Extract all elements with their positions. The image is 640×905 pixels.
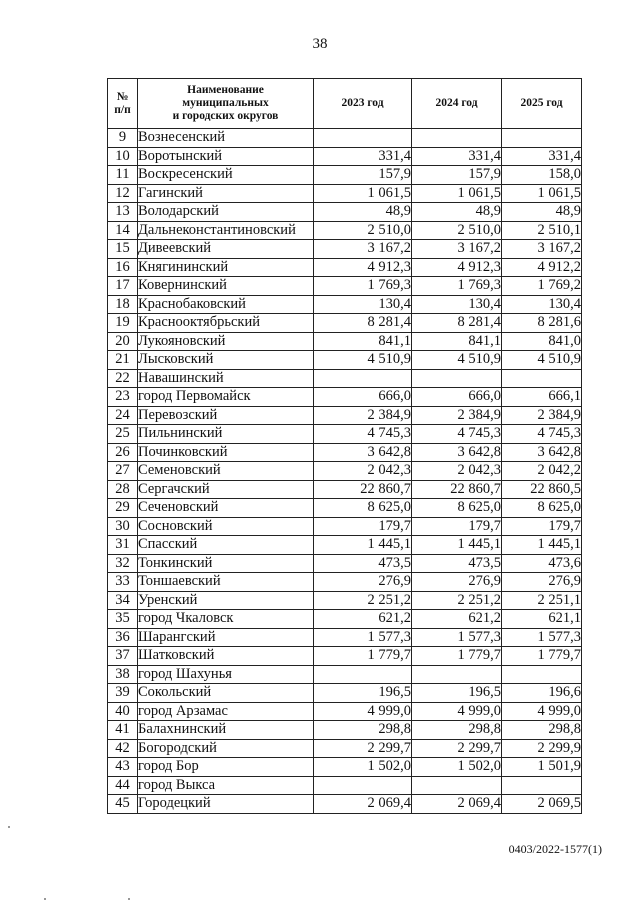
cell-value-2023: 1 061,5 (314, 184, 412, 203)
cell-value-2023: 473,5 (314, 554, 412, 573)
cell-row-number: 34 (108, 591, 138, 610)
cell-value-2025: 2 299,9 (502, 739, 582, 758)
cell-municipality-name: Краснобаковский (138, 295, 314, 314)
cell-municipality-name: Вознесенский (138, 129, 314, 148)
cell-row-number: 24 (108, 406, 138, 425)
cell-value-2024: 1 577,3 (412, 628, 502, 647)
cell-value-2024: 276,9 (412, 573, 502, 592)
cell-value-2024: 157,9 (412, 166, 502, 185)
cell-value-2024: 196,5 (412, 684, 502, 703)
table-row (108, 277, 582, 296)
cell-row-number: 21 (108, 351, 138, 370)
cell-row-number: 16 (108, 258, 138, 277)
cell-value-2023: 841,1 (314, 332, 412, 351)
cell-row-number: 18 (108, 295, 138, 314)
table-row (108, 369, 582, 388)
cell-municipality-name: Лукояновский (138, 332, 314, 351)
cell-value-2025: 3 642,8 (502, 443, 582, 462)
header-row-number (108, 79, 138, 129)
cell-value-2025: 8 625,0 (502, 499, 582, 518)
cell-value-2025: 22 860,5 (502, 480, 582, 499)
cell-municipality-name: Починковский (138, 443, 314, 462)
cell-value-2024: 2 069,4 (412, 795, 502, 814)
cell-row-number: 32 (108, 554, 138, 573)
table-row (108, 739, 582, 758)
cell-value-2024: 4 510,9 (412, 351, 502, 370)
cell-value-2023: 1 769,3 (314, 277, 412, 296)
cell-municipality-name: Воротынский (138, 147, 314, 166)
cell-value-2023 (314, 776, 412, 795)
cell-value-2023: 196,5 (314, 684, 412, 703)
table-row (108, 573, 582, 592)
cell-value-2023: 1 445,1 (314, 536, 412, 555)
table-row (108, 147, 582, 166)
cell-value-2024: 8 281,4 (412, 314, 502, 333)
cell-value-2023: 3 642,8 (314, 443, 412, 462)
cell-value-2025 (502, 369, 582, 388)
cell-row-number: 33 (108, 573, 138, 592)
cell-municipality-name: Семеновский (138, 462, 314, 481)
scan-speck (8, 826, 10, 828)
cell-row-number: 37 (108, 647, 138, 666)
cell-municipality-name: Тоншаевский (138, 573, 314, 592)
cell-value-2023: 157,9 (314, 166, 412, 185)
cell-municipality-name: Краснооктябрьский (138, 314, 314, 333)
table-row (108, 443, 582, 462)
cell-municipality-name: Сеченовский (138, 499, 314, 518)
cell-value-2025 (502, 129, 582, 148)
cell-row-number: 26 (108, 443, 138, 462)
cell-value-2024: 22 860,7 (412, 480, 502, 499)
header-year-2025 (502, 79, 582, 129)
cell-value-2025: 298,8 (502, 721, 582, 740)
cell-value-2023: 4 912,3 (314, 258, 412, 277)
table-row (108, 406, 582, 425)
cell-value-2025: 4 745,3 (502, 425, 582, 444)
table-row (108, 554, 582, 573)
table-row (108, 203, 582, 222)
allocation-table (107, 78, 582, 814)
cell-row-number: 29 (108, 499, 138, 518)
cell-row-number: 13 (108, 203, 138, 222)
cell-row-number: 20 (108, 332, 138, 351)
cell-municipality-name: Сергачский (138, 480, 314, 499)
cell-municipality-name: Сосновский (138, 517, 314, 536)
cell-value-2023: 331,4 (314, 147, 412, 166)
cell-value-2025: 1 769,2 (502, 277, 582, 296)
cell-value-2025: 2 042,2 (502, 462, 582, 481)
cell-row-number: 11 (108, 166, 138, 185)
cell-value-2025: 621,1 (502, 610, 582, 629)
cell-value-2024: 3 167,2 (412, 240, 502, 259)
cell-value-2024: 1 061,5 (412, 184, 502, 203)
cell-value-2023: 1 779,7 (314, 647, 412, 666)
table-row (108, 499, 582, 518)
cell-value-2023: 2 299,7 (314, 739, 412, 758)
cell-value-2023: 2 251,2 (314, 591, 412, 610)
cell-municipality-name: Тонкинский (138, 554, 314, 573)
table-row (108, 295, 582, 314)
table-row (108, 462, 582, 481)
cell-value-2025: 1 779,7 (502, 647, 582, 666)
cell-row-number: 28 (108, 480, 138, 499)
cell-value-2024: 3 642,8 (412, 443, 502, 462)
page-number: 38 (312, 36, 328, 52)
table-row (108, 332, 582, 351)
cell-value-2023 (314, 665, 412, 684)
table-row (108, 388, 582, 407)
cell-row-number: 10 (108, 147, 138, 166)
cell-row-number: 40 (108, 702, 138, 721)
cell-row-number: 12 (108, 184, 138, 203)
header-year-2023 (314, 79, 412, 129)
table-row (108, 425, 582, 444)
cell-value-2024: 48,9 (412, 203, 502, 222)
cell-value-2024: 8 625,0 (412, 499, 502, 518)
cell-value-2024: 473,5 (412, 554, 502, 573)
cell-value-2025: 1 445,1 (502, 536, 582, 555)
cell-value-2025: 331,4 (502, 147, 582, 166)
cell-value-2024: 1 445,1 (412, 536, 502, 555)
cell-value-2025: 196,6 (502, 684, 582, 703)
cell-value-2024: 1 779,7 (412, 647, 502, 666)
cell-value-2025: 130,4 (502, 295, 582, 314)
cell-row-number: 35 (108, 610, 138, 629)
cell-municipality-name: Ковернинский (138, 277, 314, 296)
cell-municipality-name: город Чкаловск (138, 610, 314, 629)
cell-municipality-name: Княгининский (138, 258, 314, 277)
cell-municipality-name: город Арзамас (138, 702, 314, 721)
cell-value-2024: 2 299,7 (412, 739, 502, 758)
cell-municipality-name: Балахнинский (138, 721, 314, 740)
table-row (108, 184, 582, 203)
cell-value-2025 (502, 665, 582, 684)
cell-row-number: 38 (108, 665, 138, 684)
cell-municipality-name: Спасский (138, 536, 314, 555)
cell-value-2025: 158,0 (502, 166, 582, 185)
cell-value-2025: 2 069,5 (502, 795, 582, 814)
cell-value-2023: 1 577,3 (314, 628, 412, 647)
cell-value-2025: 666,1 (502, 388, 582, 407)
cell-value-2025: 48,9 (502, 203, 582, 222)
cell-value-2023: 621,2 (314, 610, 412, 629)
cell-municipality-name: Лысковский (138, 351, 314, 370)
table-row (108, 240, 582, 259)
cell-value-2023 (314, 129, 412, 148)
cell-value-2024: 2 384,9 (412, 406, 502, 425)
cell-value-2024: 298,8 (412, 721, 502, 740)
cell-value-2025 (502, 776, 582, 795)
cell-row-number: 9 (108, 129, 138, 148)
cell-row-number: 41 (108, 721, 138, 740)
cell-value-2023: 1 502,0 (314, 758, 412, 777)
table-row (108, 129, 582, 148)
cell-value-2025: 179,7 (502, 517, 582, 536)
cell-value-2024: 666,0 (412, 388, 502, 407)
cell-value-2023: 48,9 (314, 203, 412, 222)
cell-value-2023: 666,0 (314, 388, 412, 407)
table-row (108, 314, 582, 333)
cell-value-2024: 841,1 (412, 332, 502, 351)
cell-value-2023: 22 860,7 (314, 480, 412, 499)
table-row (108, 517, 582, 536)
cell-municipality-name: Перевозский (138, 406, 314, 425)
cell-row-number: 17 (108, 277, 138, 296)
cell-municipality-name: Володарский (138, 203, 314, 222)
table-row (108, 536, 582, 555)
cell-row-number: 44 (108, 776, 138, 795)
cell-value-2023: 2 384,9 (314, 406, 412, 425)
cell-municipality-name: город Выкса (138, 776, 314, 795)
cell-value-2025: 3 167,2 (502, 240, 582, 259)
cell-value-2025: 2 384,9 (502, 406, 582, 425)
cell-value-2024: 130,4 (412, 295, 502, 314)
header-municipality-name (138, 79, 314, 129)
cell-value-2025: 8 281,6 (502, 314, 582, 333)
cell-municipality-name: Воскресенский (138, 166, 314, 185)
cell-value-2023: 130,4 (314, 295, 412, 314)
cell-row-number: 27 (108, 462, 138, 481)
header-year-2024 (412, 79, 502, 129)
cell-value-2024: 4 912,3 (412, 258, 502, 277)
table-row (108, 480, 582, 499)
cell-value-2024: 331,4 (412, 147, 502, 166)
cell-row-number: 25 (108, 425, 138, 444)
cell-value-2023: 4 999,0 (314, 702, 412, 721)
cell-value-2023: 2 510,0 (314, 221, 412, 240)
table-row (108, 721, 582, 740)
table-row (108, 610, 582, 629)
cell-value-2025: 4 510,9 (502, 351, 582, 370)
cell-value-2023: 276,9 (314, 573, 412, 592)
cell-value-2025: 1 577,3 (502, 628, 582, 647)
cell-row-number: 36 (108, 628, 138, 647)
scan-speck (44, 898, 46, 900)
cell-row-number: 30 (108, 517, 138, 536)
cell-value-2023: 2 042,3 (314, 462, 412, 481)
cell-row-number: 15 (108, 240, 138, 259)
cell-value-2024 (412, 665, 502, 684)
cell-value-2024: 621,2 (412, 610, 502, 629)
table-row (108, 221, 582, 240)
table-row (108, 702, 582, 721)
header-row-number-label: № п/п (114, 90, 131, 116)
header-year-2023-label: 2023 год (341, 97, 384, 109)
cell-value-2024 (412, 129, 502, 148)
table-row (108, 591, 582, 610)
cell-value-2024 (412, 776, 502, 795)
cell-value-2023: 4 510,9 (314, 351, 412, 370)
header-municipality-name-label: Наименование муниципальных и городских округов (172, 84, 279, 122)
cell-municipality-name: Городецкий (138, 795, 314, 814)
cell-value-2025: 2 510,1 (502, 221, 582, 240)
table-body (108, 129, 582, 814)
table-row (108, 258, 582, 277)
cell-municipality-name: город Бор (138, 758, 314, 777)
cell-value-2023: 8 281,4 (314, 314, 412, 333)
table-row (108, 628, 582, 647)
cell-municipality-name: Шарангский (138, 628, 314, 647)
scan-speck (128, 898, 130, 900)
cell-value-2025: 276,9 (502, 573, 582, 592)
cell-value-2025: 1 061,5 (502, 184, 582, 203)
table-row (108, 665, 582, 684)
cell-value-2023 (314, 369, 412, 388)
cell-value-2023: 3 167,2 (314, 240, 412, 259)
cell-value-2024: 1 502,0 (412, 758, 502, 777)
header-year-2024-label: 2024 год (435, 97, 478, 109)
cell-value-2023: 8 625,0 (314, 499, 412, 518)
cell-value-2025: 2 251,1 (502, 591, 582, 610)
cell-municipality-name: Навашинский (138, 369, 314, 388)
cell-row-number: 42 (108, 739, 138, 758)
cell-value-2024 (412, 369, 502, 388)
document-code: 0403/2022-1577(1) (508, 842, 602, 856)
cell-municipality-name: город Шахунья (138, 665, 314, 684)
cell-value-2023: 179,7 (314, 517, 412, 536)
header-year-2025-label: 2025 год (520, 97, 563, 109)
cell-value-2024: 1 769,3 (412, 277, 502, 296)
cell-value-2025: 1 501,9 (502, 758, 582, 777)
cell-municipality-name: Гагинский (138, 184, 314, 203)
table-row (108, 684, 582, 703)
table-row (108, 351, 582, 370)
cell-row-number: 14 (108, 221, 138, 240)
cell-row-number: 23 (108, 388, 138, 407)
cell-row-number: 39 (108, 684, 138, 703)
cell-municipality-name: Пильнинский (138, 425, 314, 444)
cell-municipality-name: Сокольский (138, 684, 314, 703)
table-row (108, 776, 582, 795)
cell-value-2024: 2 510,0 (412, 221, 502, 240)
cell-value-2023: 2 069,4 (314, 795, 412, 814)
cell-value-2024: 4 999,0 (412, 702, 502, 721)
table-row (108, 647, 582, 666)
cell-municipality-name: Дивеевский (138, 240, 314, 259)
table-row (108, 758, 582, 777)
cell-row-number: 22 (108, 369, 138, 388)
cell-value-2024: 179,7 (412, 517, 502, 536)
cell-row-number: 31 (108, 536, 138, 555)
table-header-row (108, 79, 582, 129)
cell-value-2025: 4 999,0 (502, 702, 582, 721)
cell-value-2024: 4 745,3 (412, 425, 502, 444)
cell-municipality-name: Дальнеконстантиновский (138, 221, 314, 240)
cell-value-2025: 841,0 (502, 332, 582, 351)
cell-municipality-name: Богородский (138, 739, 314, 758)
cell-value-2025: 4 912,2 (502, 258, 582, 277)
cell-municipality-name: Шатковский (138, 647, 314, 666)
cell-municipality-name: Уренский (138, 591, 314, 610)
cell-municipality-name: город Первомайск (138, 388, 314, 407)
cell-row-number: 43 (108, 758, 138, 777)
cell-row-number: 45 (108, 795, 138, 814)
cell-value-2024: 2 042,3 (412, 462, 502, 481)
cell-value-2025: 473,6 (502, 554, 582, 573)
cell-row-number: 19 (108, 314, 138, 333)
table-row (108, 166, 582, 185)
cell-value-2024: 2 251,2 (412, 591, 502, 610)
cell-value-2023: 298,8 (314, 721, 412, 740)
cell-value-2023: 4 745,3 (314, 425, 412, 444)
table-row (108, 795, 582, 814)
